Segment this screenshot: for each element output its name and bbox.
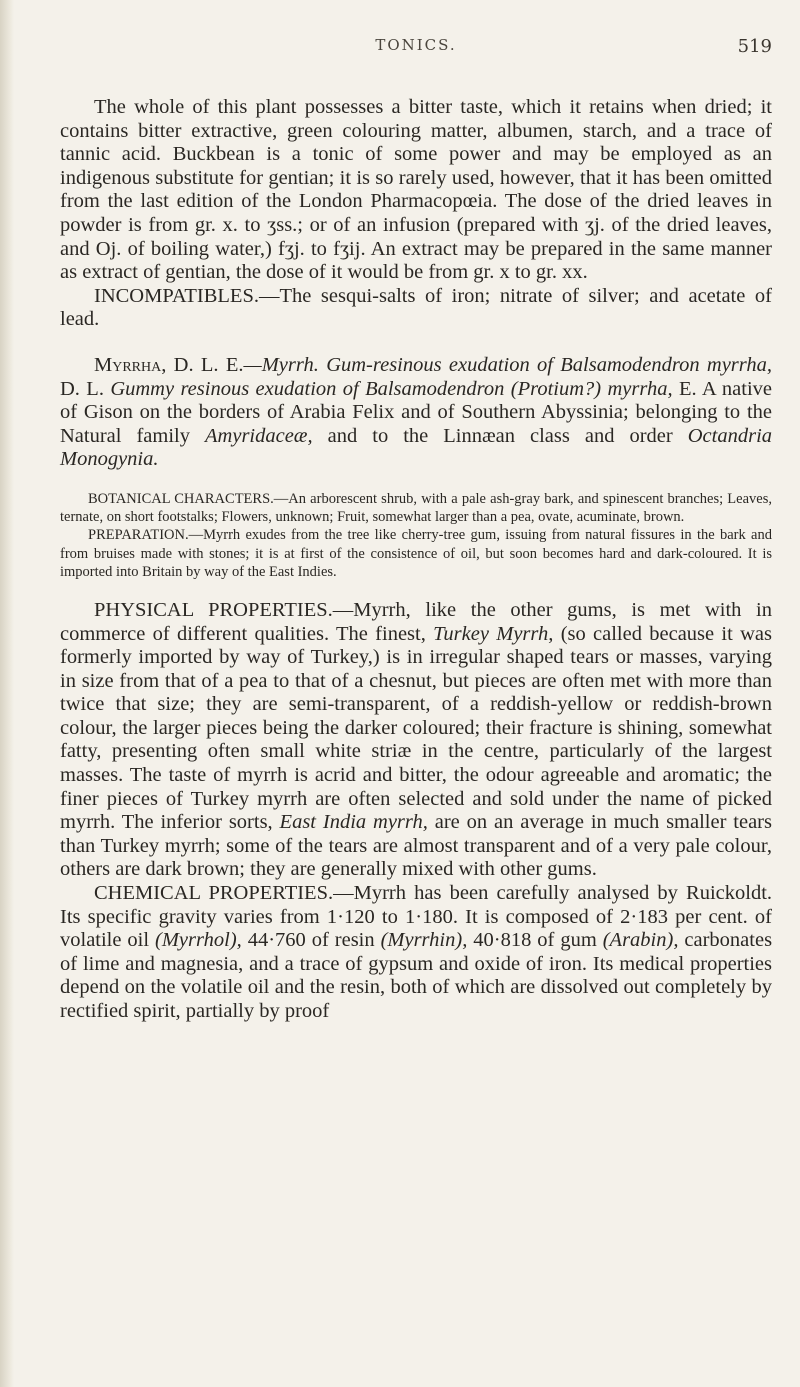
myrrha-description-1: Gum-resinous exudation of Balsamodendron myrrha, xyxy=(326,353,773,376)
chemical-text-1: —Myrrh has been carefully analysed by Ruickoldt. Its specific gravity varies from 1·120 to 1·180. It is composed of 2·183 per cent. of volatile oil xyxy=(60,882,773,952)
myrrha-english-name: —Myrrh. xyxy=(243,353,319,376)
chemical-text-2: 44·760 of resin xyxy=(247,929,375,952)
incompatibles-text: —The sesqui-salts of iron; nitrate of silver; and acetate of lead. xyxy=(60,284,772,331)
preparation-heading: PREPARATION. xyxy=(88,527,189,544)
myrrha-class-order: Octandria Monogynia. xyxy=(60,424,773,471)
paragraph-myrrha xyxy=(60,354,772,472)
chemical-heading: CHEMICAL PROPERTIES. xyxy=(94,882,334,905)
myrrha-origin-text: A native of Gison on the borders of Arabia Felix and of Southern Abyssinia; belonging to the Natural family xyxy=(60,377,773,447)
paragraph-buckbean: The whole of this plant possesses a bitter taste, which it retains when dried; it contains bitter extractive, green colouring matter, albumen, starch, and a trace of tannic acid. Buckbean is a tonic of some power and may be employed as an indigenous substitute for gentian; it is so rarely used, however, that it has been omitted from the last edition of the London Pharmacopœia. The dose of the dried leaves in powder is from gr. x. to ʒss.; or of an infusion (prepared with ʒj. of the dried leaves, and Oj. of boiling water,) fʒj. to fʒij. An extract may be prepared in the same manner as extract of gentian, the dose of it would be from gr. x to gr. xx. xyxy=(60,96,772,284)
myrrha-family: Amyridaceæ, xyxy=(205,424,313,447)
botanical-text: —An arborescent shrub, with a pale ash-gray bark, and spinescent branches; Leaves, ternate, on short footstalks; Flowers, unknown; Fruit, somewhat larger than a pea, ovate, acuminate, brown. xyxy=(60,490,772,526)
chemical-text-3: 40·818 of gum xyxy=(473,929,597,952)
physical-text-1: —Myrrh, like the other gums, is met with in commerce of different qualities. The finest, xyxy=(60,598,773,645)
page-number: 519 xyxy=(737,36,772,57)
botanical-heading: BOTANICAL CHARACTERS. xyxy=(88,490,274,507)
incompatibles-heading: INCOMPATIBLES. xyxy=(94,284,259,307)
section-gap xyxy=(60,332,772,354)
page-edge-shadow xyxy=(0,0,14,1387)
physical-text-2: (so called because it was formerly imported by way of Turkey,) is in irregular shaped tears or masses, varying in size from that of a pea to that of a chesnut, but pieces are often met with more than twice that size; they are semi-transparent, of a reddish-yellow or reddish-brown colour, the larger pieces being the darker coloured; their fracture is shining, somewhat fatty, presenting often small white striæ in the centre, particularly of the largest masses. The taste of myrrh is acrid and bitter, the odour agreeable and aromatic; the finer pieces of Turkey myrrh are often selected and sold under the name of picked myrrh. The inferior sorts, xyxy=(60,622,772,834)
physical-text-3: are on an average in much smaller tears than Turkey myrrh; some of the tears are almost transparent and of a very pale colour, others are dark brown; they are generally mixed with other gums. xyxy=(60,811,772,881)
paragraph-preparation xyxy=(60,526,772,581)
chemical-text-4: carbonates of lime and magnesia, and a trace of gypsum and oxide of iron. Its medical properties depend on the volatile oil and the resin, both of which are dissolved out completely by rectified spirit, partially by proof xyxy=(60,929,773,1023)
paragraph-physical-properties xyxy=(60,599,772,882)
chemical-arabin: (Arabin), xyxy=(602,929,679,952)
myrrha-heading: Myrrha, D. L. E. xyxy=(94,353,244,376)
physical-turkey-myrrh: Turkey Myrrh, xyxy=(433,622,554,645)
section-gap xyxy=(60,472,772,490)
physical-east-india-myrrh: East India myrrh, xyxy=(279,811,428,834)
myrrha-reference-2: E. xyxy=(678,377,697,400)
physical-heading: PHYSICAL PROPERTIES. xyxy=(94,598,333,621)
section-gap xyxy=(60,581,772,599)
chemical-myrrhol: (Myrrhol), xyxy=(155,929,242,952)
myrrha-classification-text: and to the Linnæan class and order xyxy=(327,424,673,447)
myrrha-description-2: Gummy resinous exudation of Balsamodendron (Protium?) myrrha, xyxy=(110,377,673,400)
running-title: TONICS. xyxy=(375,36,457,54)
paragraph-chemical-properties xyxy=(60,882,772,1024)
chemical-myrrhin: (Myrrhin), xyxy=(380,929,468,952)
paragraph-botanical-characters xyxy=(60,490,772,526)
page-body xyxy=(60,96,772,1024)
myrrha-reference-1: D. L. xyxy=(60,377,104,400)
preparation-text: —Myrrh exudes from the tree like cherry-tree gum, issuing from natural fissures in the bark and from bruises made with stones; it is at first of the consistence of oil, but soon becomes hard and dark-coloured. It is imported into Britain by way of the East Indies. xyxy=(60,527,772,580)
paragraph-incompatibles xyxy=(60,285,772,332)
page-header xyxy=(60,36,772,60)
